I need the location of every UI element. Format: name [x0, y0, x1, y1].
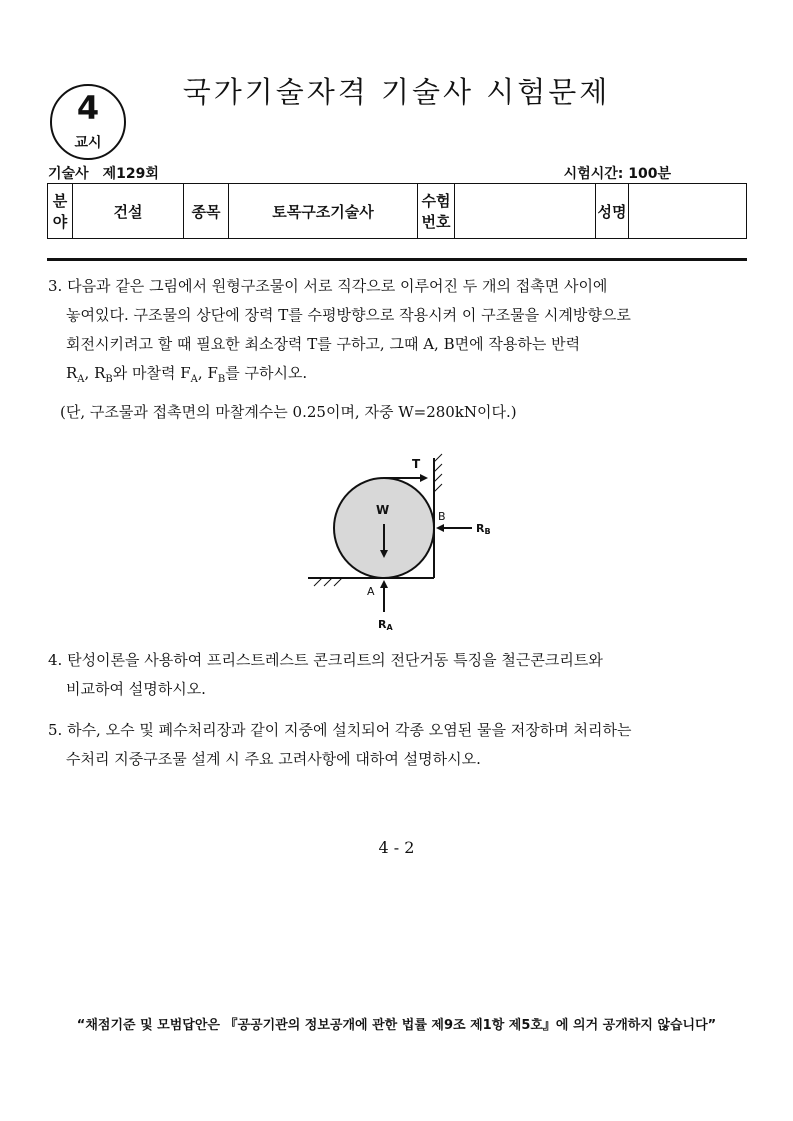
reaction-a-arrowhead [380, 580, 388, 588]
field-label: 분야 [48, 184, 73, 239]
exam-round: 제129회 [102, 166, 159, 182]
reaction-b-arrowhead [436, 524, 444, 532]
page-title: 국가기술자격 기술사 시험문제 [182, 75, 611, 109]
q3-note: (단, 구조물과 접촉면의 마찰계수는 0.25이며, 자중 W=280kN이다.) [60, 403, 517, 421]
name-value[interactable] [629, 184, 747, 239]
label-w: W [376, 503, 390, 517]
label-ra: RA [378, 618, 393, 632]
q4-line1: 4. 탄성이론을 사용하여 프리스트레스트 콘크리트의 전단거동 특징을 철근콘크리트와 [48, 651, 603, 669]
q3-line2: 놓여있다. 구조물의 상단에 장력 T를 수평방향으로 작용시켜 이 구조물을 시계방향으로 [66, 306, 631, 324]
q5-line2: 수처리 지중구조물 설계 시 주요 고려사항에 대하여 설명하시오. [66, 750, 481, 768]
footer-notice: “채점기준 및 모범답안은 『공공기관의 정보공개에 관한 법률 제9조 제1항 제5호』에 의거 공개하지 않습니다” [76, 1018, 717, 1033]
exam-type: 기술사 [48, 166, 89, 182]
q4-line2: 비교하여 설명하시오. [66, 680, 206, 698]
free-body-diagram [300, 450, 500, 640]
info-table [47, 183, 747, 239]
label-a: A [367, 585, 375, 598]
wall-hatch [434, 454, 442, 492]
label-rb: RB [476, 522, 491, 536]
question-3 [48, 272, 748, 427]
page-number: 4 - 2 [378, 838, 415, 857]
exam-info [48, 163, 159, 183]
tension-arrowhead [420, 474, 428, 482]
session-label: 교시 [74, 135, 102, 151]
exam-time: 시험시간: 100분 [563, 166, 671, 182]
question-4 [48, 646, 748, 704]
q5-line1: 5. 하수, 오수 및 폐수처리장과 같이 지중에 설치되어 각종 오염된 물을 저장하며 처리하는 [48, 721, 632, 739]
name-label: 성명 [596, 184, 629, 239]
category-label: 종목 [184, 184, 229, 239]
candidate-no-value[interactable] [455, 184, 596, 239]
field-value: 건설 [73, 184, 184, 239]
q3-line1: 3. 다음과 같은 그림에서 원형구조물이 서로 직각으로 이루어진 두 개의 접촉면 사이에 [48, 277, 608, 295]
category-value: 토목구조기술사 [229, 184, 418, 239]
q3-line3: 회전시키려고 할 때 필요한 최소장력 T를 구하고, 그때 A, B면에 작용하는 반력 [66, 335, 581, 353]
candidate-no-label: 수험번호 [418, 184, 455, 239]
label-b: B [438, 510, 446, 523]
q3-line4: $R_A$, $R_B$와 마찰력 $F_A$, $F_B$를 구하시오. [66, 364, 308, 385]
header-rule [47, 258, 747, 261]
question-5 [48, 716, 748, 774]
label-t: T [412, 457, 421, 471]
session-number: 4 [76, 89, 100, 127]
floor-hatch [314, 578, 342, 586]
